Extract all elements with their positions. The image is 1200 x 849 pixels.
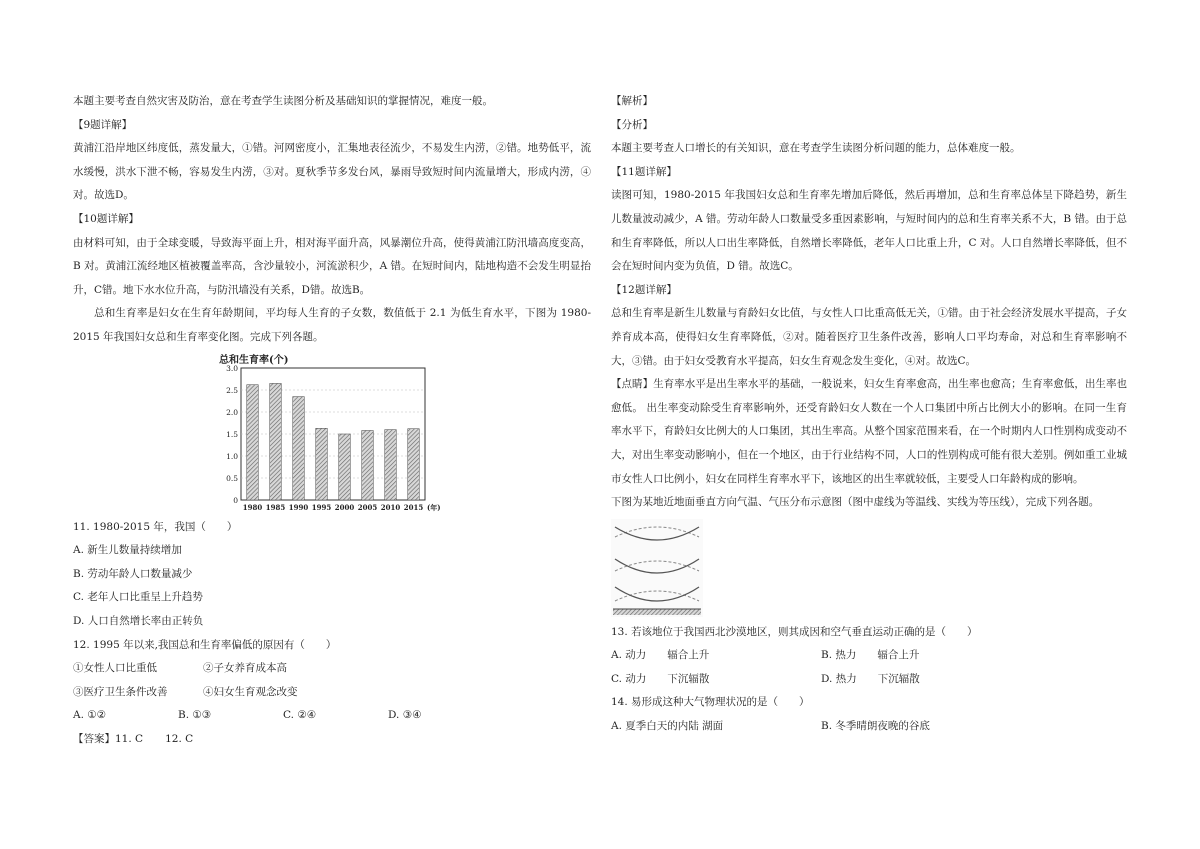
q11-option-b[interactable]: B. 劳动年龄人口数量减少: [73, 567, 193, 580]
fenxi-header: 【分析】: [611, 118, 653, 131]
q12-detail-text: 总和生育率是新生儿数量与育龄妇女比值，与女性人口比重高低无关，①错。由于社会经济发展水平提高，子女养育成本高，使得妇女生育率降低，②对。随着医疗卫生条件改善，影响人口平均寿命，对总和生育率影响不大，③错。由于妇女受教育水平提高，妇女生育观念发生变化，④对。故选C。: [611, 307, 1127, 367]
answer-11: 【答案】11. C: [73, 732, 144, 745]
bar-2015: [408, 428, 420, 499]
x-unit-label: (年): [427, 502, 441, 512]
chart-title: 总和生育率(个): [219, 354, 289, 366]
jiexi-header: 【解析】: [611, 95, 653, 107]
x-tick-label: 2010: [380, 502, 401, 512]
q12-option-b[interactable]: B. ①③: [178, 709, 212, 722]
q11-stem: 11. 1980-2015 年，我国（ ）: [73, 520, 238, 533]
q9-explanation: 黄浦江沿岸地区纬度低，蒸发量大，①错。河网密度小，汇集地表径流少，不易发生内涝，②错。地势低平，流水缓慢，洪水下泄不畅，容易发生内涝，③对。夏秋季节多发台风，暴雨导致短时间内流量增大，形成内涝，④对。故选D。: [73, 142, 591, 202]
q12-items-row-1: [73, 657, 591, 681]
bar-1985: [270, 383, 282, 500]
answer-12: 12. C: [165, 732, 194, 745]
q12-items-row-2: [73, 681, 591, 705]
ground-surface: [613, 609, 701, 615]
x-tick-label: 2000: [334, 502, 355, 512]
q12-item-2: ②子女养育成本高: [203, 662, 287, 675]
y-tick-label: 2.5: [226, 385, 238, 395]
q12-stem: 12. 1995 年以来,我国总和生育率偏低的原因有（ ）: [73, 638, 337, 651]
q13-option-c[interactable]: C. 动力 下沉辐散: [611, 672, 710, 685]
bar-1995: [316, 428, 328, 500]
q12-option-c[interactable]: C. ②④: [283, 709, 317, 722]
q14-options-row: [611, 715, 1127, 739]
isoline-diagram: [611, 519, 703, 617]
analysis-text: 本题主要考查人口增长的有关知识，意在考查学生读图分析问题的能力，总体难度一般。: [611, 142, 1021, 155]
bar-2000: [339, 434, 351, 500]
answer-line: [73, 728, 591, 752]
q12-item-4: ④妇女生育观念改变: [203, 685, 298, 698]
x-tick-label: 1990: [288, 502, 309, 512]
right-column: [611, 90, 1127, 739]
left-column: [73, 90, 591, 751]
x-tick-label: 2005: [357, 502, 378, 512]
pressure-passage: 下图为某地近地面垂直方向气温、气压分布示意图（图中虚线为等温线、实线为等压线），完成下列各题。: [611, 496, 1100, 509]
fertility-bar-chart: [215, 352, 455, 514]
dianjing-note: 【点睛】生育率水平是出生率水平的基础，一般说来，妇女生育率愈高，出生率也愈高；生育率愈低，出生率也愈低。 出生率变动除受生育率影响外，还受育龄妇女人数在一个人口集团中所占比例大小的影响。在同一生育率水平下，育龄妇女比例大的人口集团，其出生率高。从整个国家范围来看，在一个时期内人口性别构成变动不大，对出生率变动影响小，但在一个地区，由于行业结构不同，人口的性别构成可能有很大差别。例如重工业城市女性人口比例小，妇女在同样生育率水平下，该地区的出生率就较低，主要受人口年龄构成的影响。: [611, 378, 1127, 485]
q14-option-a[interactable]: A. 夏季白天的内陆 湖面: [611, 720, 724, 733]
bar-1990: [293, 396, 305, 499]
fertility-passage: 总和生育率是妇女在生育年龄期间，平均每人生育的子女数，数值低于 2.1 为低生育水平，下图为 1980-2015 年我国妇女总和生育率变化图。完成下列各题。: [73, 307, 591, 343]
q12-option-a[interactable]: A. ①②: [73, 709, 107, 722]
y-tick-label: 1.0: [226, 451, 238, 461]
intro-text: 本题主要考查自然灾害及防治，意在考查学生读图分析及基础知识的掌握情况，难度一般。: [73, 95, 493, 107]
y-tick-label: 0: [233, 495, 238, 505]
x-tick-label: 1995: [311, 502, 332, 512]
q14-option-b[interactable]: B. 冬季晴朗夜晚的谷底: [821, 720, 930, 733]
q13-options-row-1: [611, 644, 1127, 668]
q12-detail-header: 【12题详解】: [611, 283, 677, 296]
q9-header: 【9题详解】: [73, 118, 133, 131]
q10-header: 【10题详解】: [73, 212, 139, 225]
isobar-isotherm-diagram: [611, 519, 703, 617]
q13-option-d[interactable]: D. 热力 下沉辐散: [821, 672, 920, 685]
y-tick-label: 2.0: [226, 407, 238, 417]
y-tick-label: 3.0: [226, 363, 238, 373]
x-tick-label: 2015: [403, 502, 424, 512]
bar-2005: [362, 430, 374, 500]
x-tick-label: 1980: [242, 502, 263, 512]
q12-option-d[interactable]: D. ③④: [388, 709, 422, 722]
q13-option-a[interactable]: A. 动力 辐合上升: [611, 649, 710, 662]
q11-detail-text: 读图可知，1980-2015 年我国妇女总和生育率先增加后降低，然后再增加，总和生育率总体呈下降趋势，新生儿数量波动减少，A 错。劳动年龄人口数量受多重因素影响，与短时间内的总和生育率关系不大，B 错。由于总和生育率降低，所以人口出生率降低，自然增长率降低，老年人口比重上升，C 对。人口自然增长率降低，但不会在短时间内变为负值，D 错。故选C。: [611, 189, 1127, 273]
q10-explanation: 由材料可知，由于全球变暖，导致海平面上升，相对海平面升高，风暴潮位升高，使得黄浦江防汛墙高度变高，B 对。黄浦江流经地区植被覆盖率高，含沙量较小，河流淤积少，A 错。在短时间内，陆地构造不会发生明显抬升，C错。地下水水位升高，与防汛墙没有关系，D错。故选B。: [73, 236, 591, 296]
q13-options-row-2: [611, 668, 1127, 692]
bar-1980: [247, 384, 259, 499]
q11-option-a[interactable]: A. 新生儿数量持续增加: [73, 544, 182, 557]
y-tick-label: 0.5: [226, 473, 238, 483]
q11-option-c[interactable]: C. 老年人口比重呈上升趋势: [73, 591, 203, 604]
q12-item-3: ③医疗卫生条件改善: [73, 685, 168, 698]
q13-option-b[interactable]: B. 热力 辐合上升: [821, 649, 920, 662]
q12-item-1: ①女性人口比重低: [73, 662, 157, 675]
q13-stem: 13. 若该地位于我国西北沙漠地区，则其成因和空气垂直运动正确的是（ ）: [611, 625, 978, 638]
bar-2010: [385, 429, 397, 499]
q14-stem: 14. 易形成这种大气物理状况的是（ ）: [611, 696, 810, 709]
fertility-chart: [215, 352, 455, 514]
x-tick-label: 1985: [265, 502, 286, 512]
q12-options-row: [73, 704, 591, 728]
y-tick-label: 1.5: [226, 429, 238, 439]
q11-detail-header: 【11题详解】: [611, 165, 677, 178]
q11-option-d[interactable]: D. 人口自然增长率由正转负: [73, 614, 204, 627]
